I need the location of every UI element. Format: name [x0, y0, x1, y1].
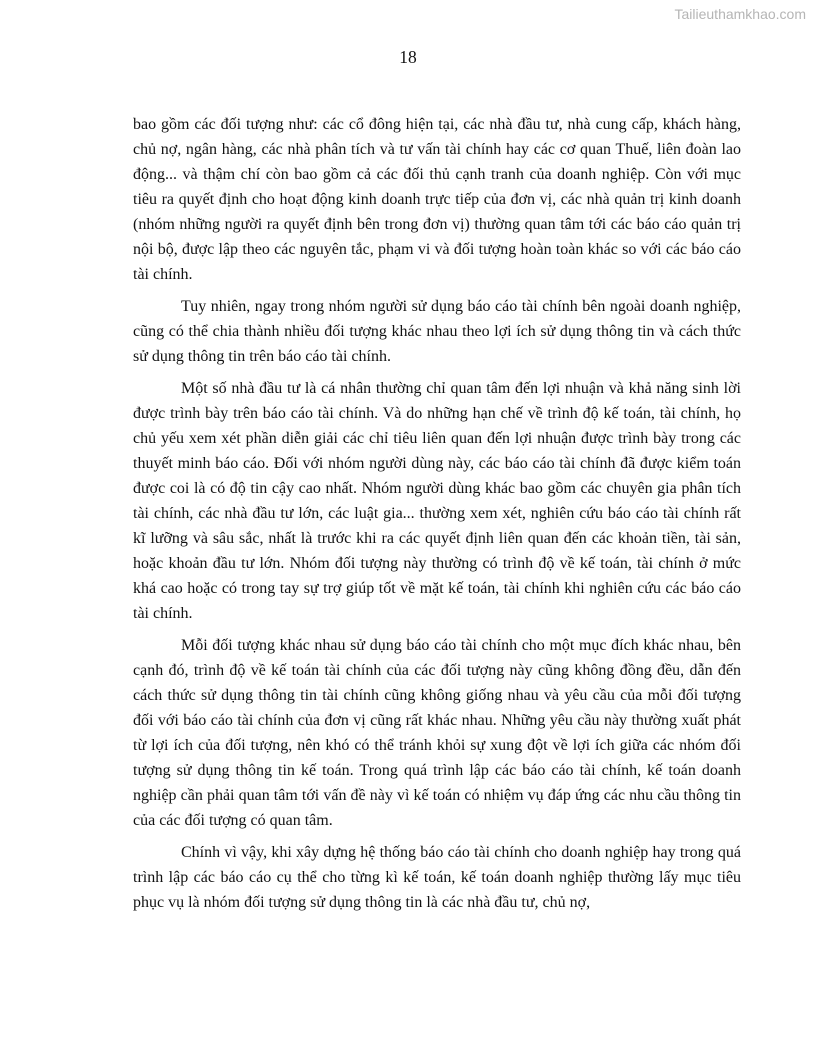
watermark: Tailieuthamkhao.com: [674, 6, 806, 22]
paragraph-5: Chính vì vậy, khi xây dựng hệ thống báo cáo tài chính cho doanh nghiệp hay trong quá trình lập các báo cáo cụ thể cho từng kì kế toán, kế toán doanh nghiệp thường lấy mục tiêu phục vụ là nhóm đối tượng sử dụng thông tin là các nhà đầu tư, chủ nợ,: [133, 844, 741, 911]
paragraph-1: bao gồm các đối tượng như: các cổ đông hiện tại, các nhà đầu tư, nhà cung cấp, khách hàng, chủ nợ, ngân hàng, các nhà phân tích và tư vấn tài chính hay các cơ quan Thuế, liên đoàn lao động... và thậm chí còn bao gồm cả các đối thủ cạnh tranh của doanh nghiệp. Còn với mục tiêu ra quyết định cho hoạt động kinh doanh trực tiếp của đơn vị, các nhà quản trị kinh doanh (nhóm những người ra quyết định bên trong đơn vị) thường quan tâm tới các báo cáo quản trị nội bộ, được lập theo các nguyên tắc, phạm vi và đối tượng hoàn toàn khác so với các báo cáo tài chính.: [133, 116, 741, 283]
paragraph-4: Mỗi đối tượng khác nhau sử dụng báo cáo tài chính cho một mục đích khác nhau, bên cạnh đó, trình độ về kế toán tài chính của các đối tượng này cũng không đồng đều, dẫn đến cách thức sử dụng thông tin tài chính cũng không giống nhau và yêu cầu của mỗi đối tượng đối với báo cáo tài chính của đơn vị cũng rất khác nhau. Những yêu cầu này thường xuất phát từ lợi ích của đối tượng, nên khó có thể tránh khỏi sự xung đột về lợi ích giữa các nhóm đối tượng sử dụng thông tin kế toán. Trong quá trình lập các báo cáo tài chính, kế toán doanh nghiệp cần phải quan tâm tới vấn đề này vì kế toán có nhiệm vụ đáp ứng các nhu cầu thông tin của các đối tượng có quan tâm.: [133, 637, 741, 829]
paragraph-2: Tuy nhiên, ngay trong nhóm người sử dụng báo cáo tài chính bên ngoài doanh nghiệp, cũng có thể chia thành nhiều đối tượng khác nhau theo lợi ích sử dụng thông tin và cách thức sử dụng thông tin trên báo cáo tài chính.: [133, 298, 741, 365]
body-text: [133, 112, 741, 922]
page-number: 18: [399, 47, 417, 67]
paragraph-3: Một số nhà đầu tư là cá nhân thường chỉ quan tâm đến lợi nhuận và khả năng sinh lời được trình bày trên báo cáo tài chính. Và do những hạn chế về trình độ kế toán, tài chính, họ chủ yếu xem xét phần diễn giải các chỉ tiêu liên quan đến lợi nhuận được trình bày trong các thuyết minh báo cáo. Đối với nhóm người dùng này, các báo cáo tài chính đã được kiểm toán được coi là có độ tin cậy cao nhất. Nhóm người dùng khác bao gồm các chuyên gia phân tích tài chính, các nhà đầu tư lớn, các luật gia... thường xem xét, nghiên cứu báo cáo tài chính rất kĩ lưỡng và sâu sắc, nhất là trước khi ra các quyết định liên quan đến các khoản tiền, tài sản, hoặc khoản đầu tư lớn. Nhóm đối tượng này thường có trình độ về kế toán, tài chính ở mức khá cao hoặc có trong tay sự trợ giúp tốt về mặt kế toán, tài chính khi nghiên cứu các báo cáo tài chính.: [133, 380, 741, 622]
